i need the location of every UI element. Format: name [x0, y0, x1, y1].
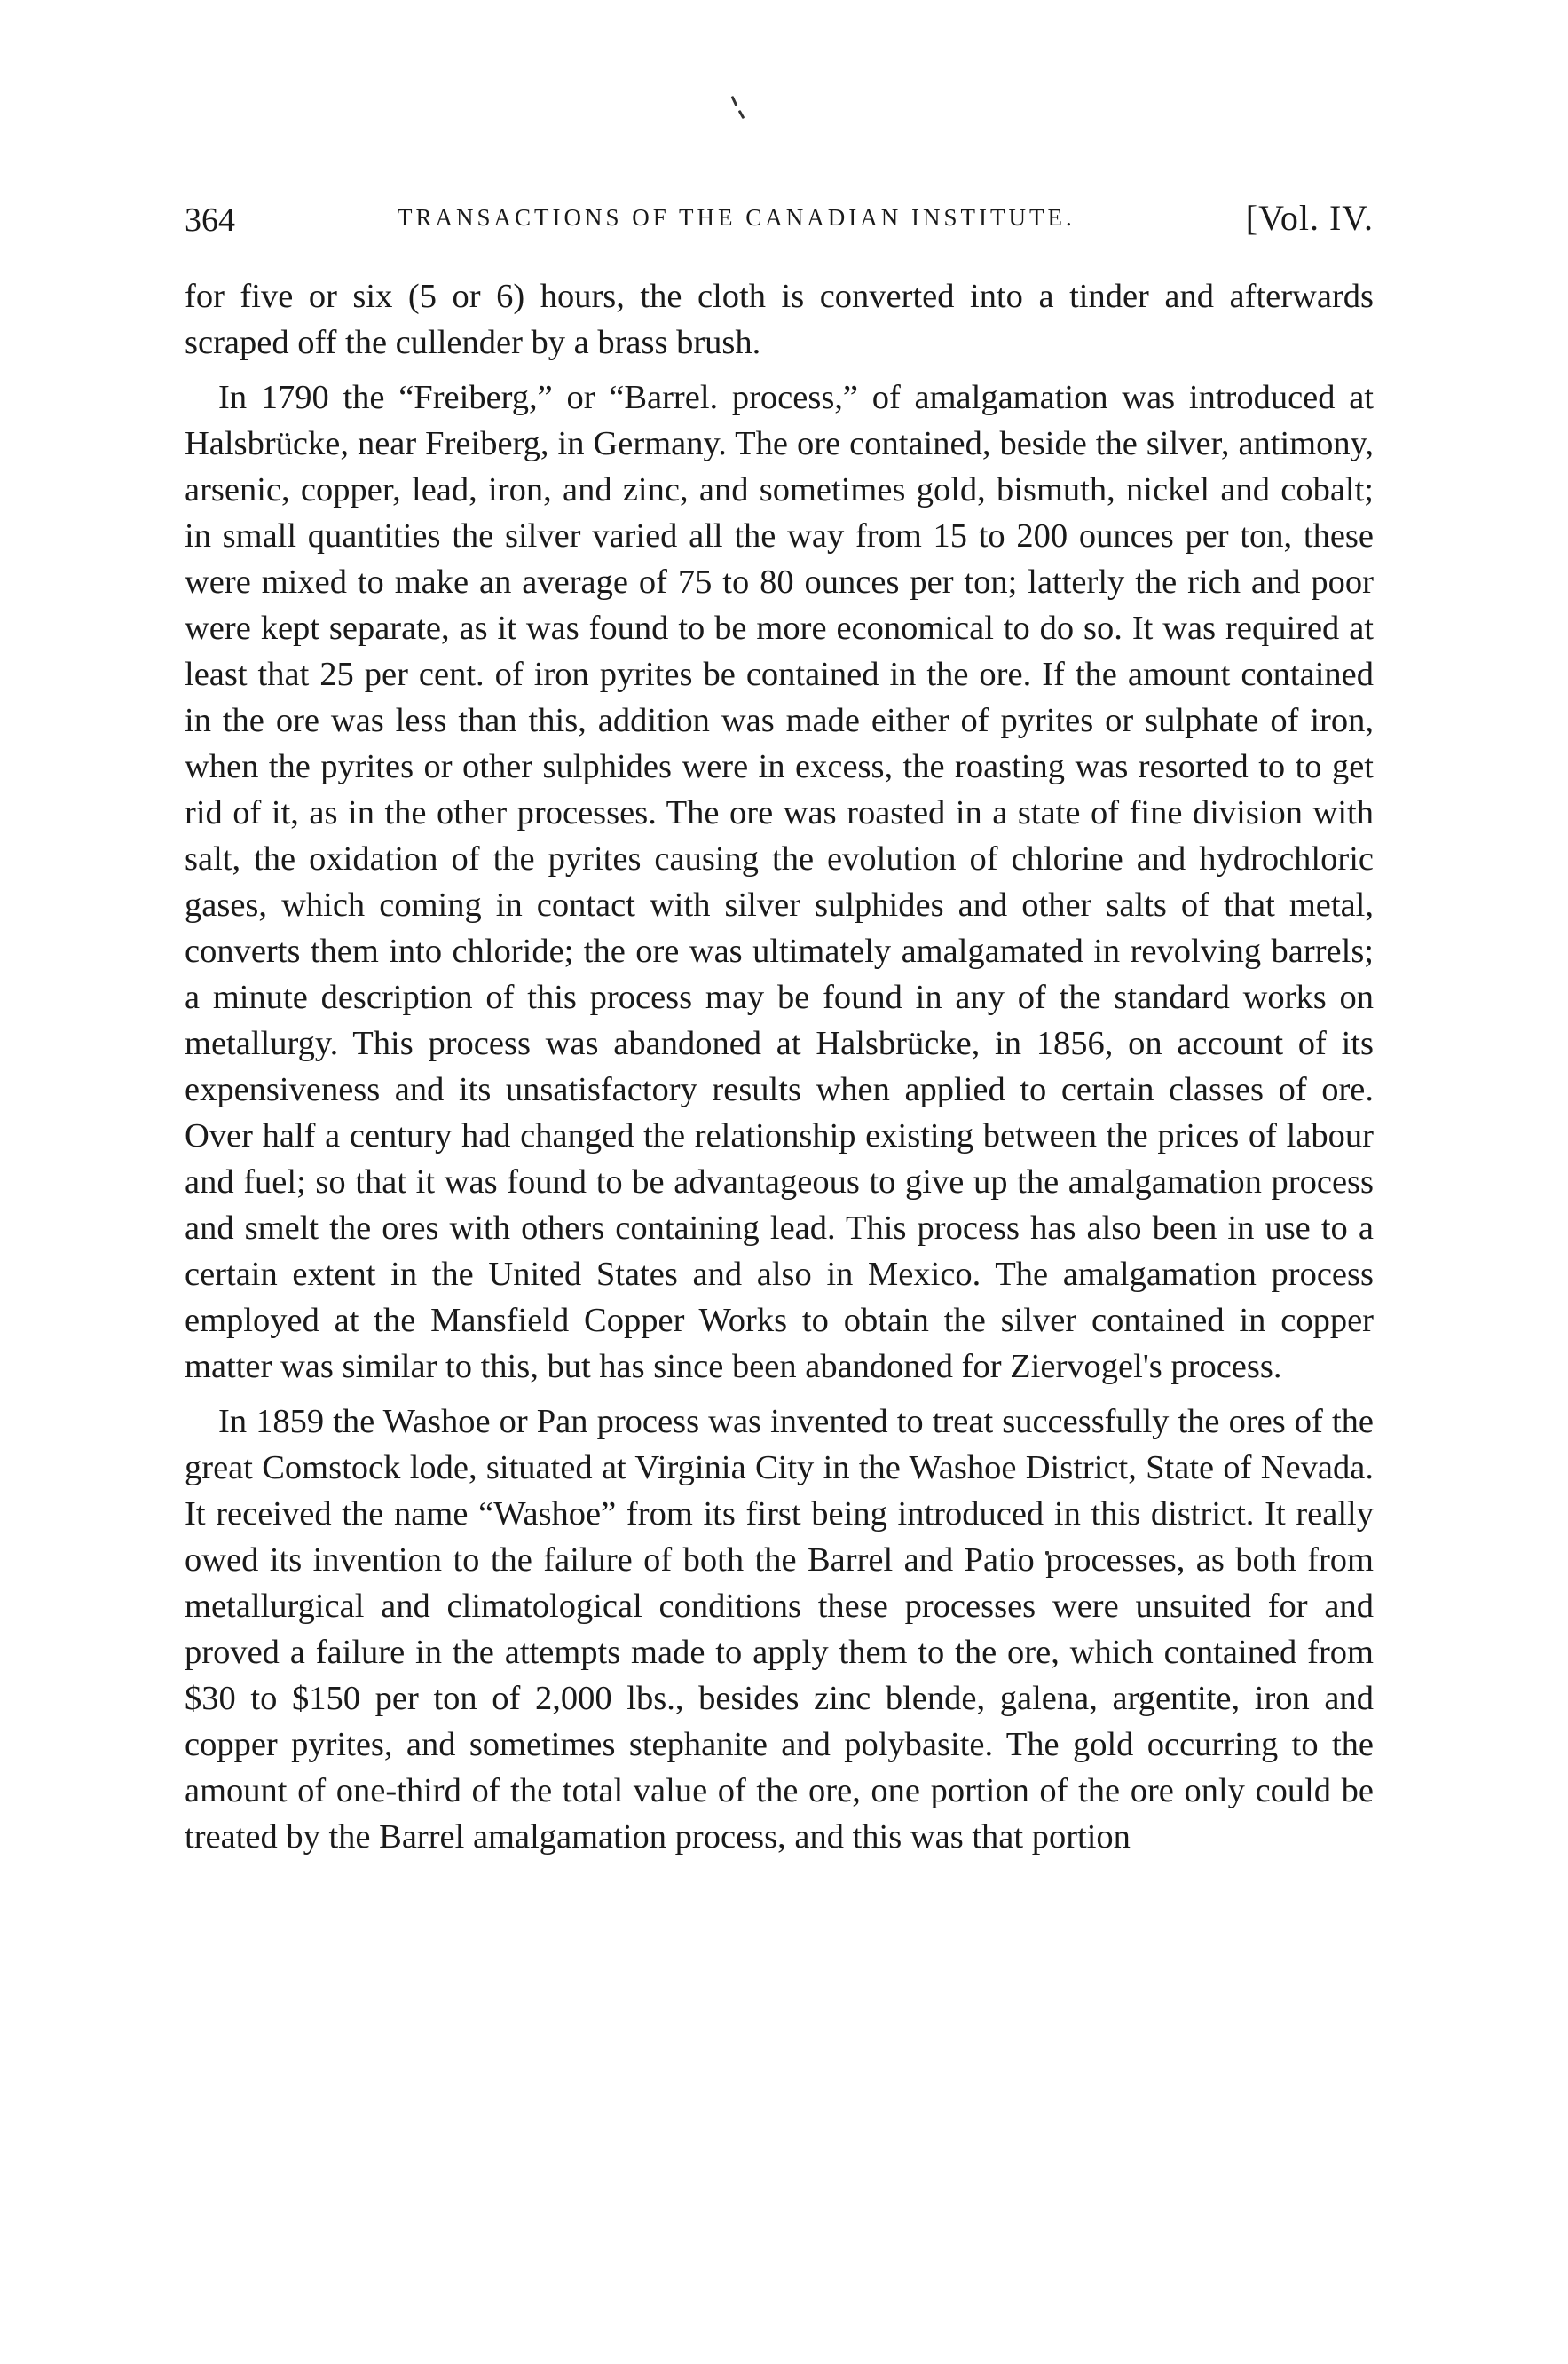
- print-speck: [738, 110, 745, 119]
- page-header: [185, 193, 1374, 247]
- volume-label: [Vol. IV.: [1245, 198, 1374, 238]
- paragraph-continuation: for five or six (5 or 6) hours, the cloth is converted into a tinder and afterwards scraped off the cullender by a brass brush.: [185, 278, 1374, 361]
- page-number: 364: [185, 201, 235, 239]
- paragraph-freiberg-process: In 1790 the “Freiberg,” or “Barrel. process,” of amalgamation was introduced at Halsbrücke, near Freiberg, in Germany. The ore contained, beside the silver, antimony, arsenic, copper, lead, iron, and zinc, and sometimes gold, bismuth, nickel and cobalt; in small quantities the silver varied all the way from 15 to 200 ounces per ton, these were mixed to make an average of 75 to 80 ounces per ton; latterly the rich and poor were kept separate, as it was found to be more economical to do so. It was required at least that 25 per cent. of iron pyrites be contained in the ore. If the amount contained in the ore was less than this, addition was made either of pyrites or sulphate of iron, when the pyrites or other sulphides were in excess, the roasting was resorted to to get rid of it, as in the other processes. The ore was roasted in a state of fine division with salt, the oxidation of the pyrites causing the evolution of chlorine and hydrochloric gases, which coming in contact with silver sulphides and other salts of that metal, converts them into chloride; the ore was ultimately amalgamated in revolving barrels; a minute description of this process may be found in any of the standard works on metallurgy. This process was abandoned at Halsbrücke, in 1856, on account of its expensiveness and its unsatisfactory results when applied to certain classes of ore. Over half a century had changed the relationship existing between the prices of labour and fuel; so that it was found to be advantageous to give up the amalgamation process and smelt the ores with others containing lead. This process has also been in use to a certain extent in the United States and also in Mexico. The amalgamation process employed at the Mansfield Copper Works to obtain the silver contained in copper matter was similar to this, but has since been abandoned for Ziervogel's process.: [185, 379, 1374, 1385]
- running-title: TRANSACTIONS OF THE CANADIAN INSTITUTE.: [398, 204, 1076, 231]
- paragraph-washoe-process: In 1859 the Washoe or Pan process was invented to treat successfully the ores of the great Comstock lode, situated at Virginia City in the Washoe District, State of Nevada. It received the name “Washoe” from its first being introduced in this district. It really owed its invention to the failure of both the Barrel and Patio processes, as both from metallurgical and climatological conditions these processes were unsuited for and proved a failure in the attempts made to apply them to the ore, which contained from $30 to $150 per ton of 2,000 lbs., besides zinc blende, galena, argentite, iron and copper pyrites, and sometimes stephanite and polybasite. The gold occurring to the amount of one-third of the total value of the ore, one portion of the ore only could be treated by the Barrel amalgamation process, and this was that portion: [185, 1403, 1374, 1856]
- body-text: [185, 273, 1374, 1860]
- print-speck: [731, 96, 738, 106]
